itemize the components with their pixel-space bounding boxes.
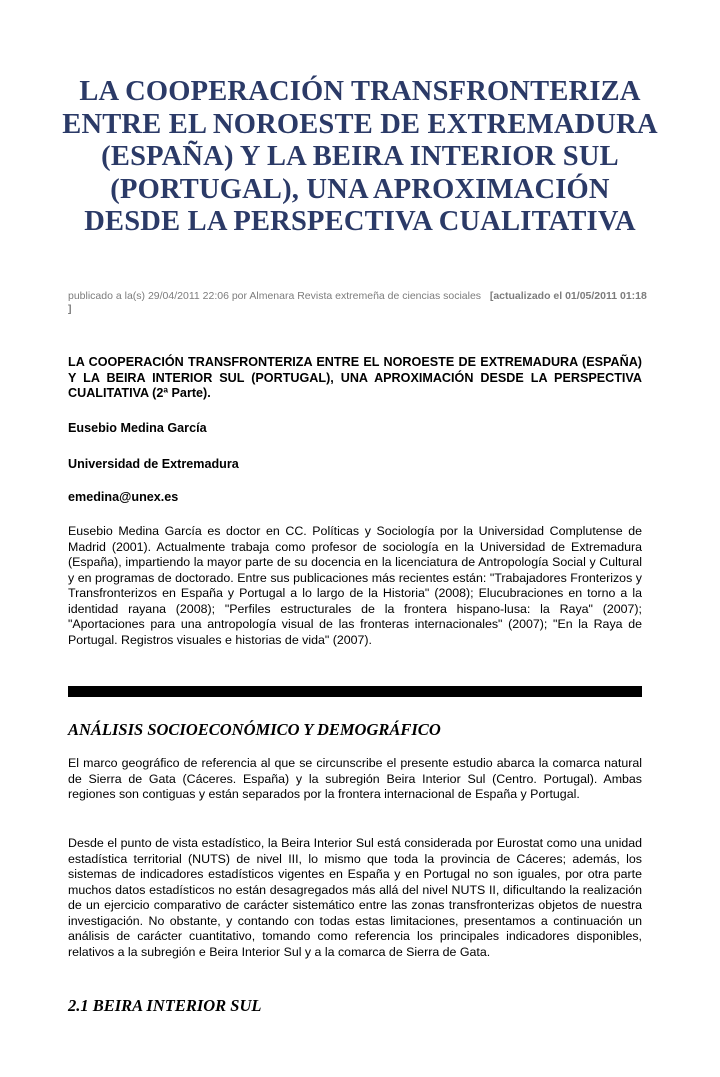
page-title: LA COOPERACIÓN TRANSFRONTERIZA ENTRE EL NOROESTE DE EXTREMADURA (ESPAÑA) Y LA BEIRA INTERIOR SUL (PORTUGAL), UNA APROXIMACIÓN DESDE LA PERSPECTIVA CUALITATIVA [62, 76, 658, 237]
updated-info: [actualizado el 01/05/2011 01:18 ] [68, 290, 647, 315]
section-heading-beira-interior-sul: 2.1 BEIRA INTERIOR SUL [68, 996, 262, 1015]
author-email: emedina@unex.es [68, 490, 179, 504]
published-info: publicado a la(s) 29/04/2011 22:06 por Almenara Revista extremeña de ciencias sociales [68, 290, 482, 302]
post-meta [68, 290, 648, 316]
article-subtitle: LA COOPERACIÓN TRANSFRONTERIZA ENTRE EL NOROESTE DE EXTREMADURA (ESPAÑA) Y LA BEIRA INTERIOR SUL (PORTUGAL), UNA APROXIMACIÓN DESDE LA PERSPECTIVA CUALITATIVA (2ª Parte). [68, 355, 642, 400]
paragraph: Desde el punto de vista estadístico, la Beira Interior Sul está considerada por Eurostat como una unidad estadística territorial (NUTS) de nivel III, lo mismo que toda la provincia de Cáceres; además, los sistemas de indicadores estadísticos vigentes en España y en Portugal no son iguales, por otra parte muchos datos estadísticos no están desagregados más allá del nivel NUTS II, dificultando la realización de un ejercicio comparativo de carácter sistemático entre las zonas transfronterizas objetos de nuestra investigación. No obstante, y contando con todas estas limitaciones, presentamos a continuación un análisis de carácter cuantitativo, tomando como referencia los principales indicadores disponibles, relativos a la subregión e Beira Interior Sul y a la comarca de Sierra de Gata. [68, 836, 642, 959]
section-heading-analisis: ANÁLISIS SOCIOECONÓMICO Y DEMOGRÁFICO [68, 720, 441, 739]
author-name: Eusebio Medina García [68, 421, 207, 435]
author-affiliation: Universidad de Extremadura [68, 457, 239, 471]
author-bio: Eusebio Medina García es doctor en CC. Políticas y Sociología por la Universidad Complutense de Madrid (2001). Actualmente trabaja como profesor de sociología en la Universidad de Extremadura (España), impartiendo la mayor parte de su docencia en la licenciatura de Antropología Social y Cultural y en programas de doctorado. Entre sus publicaciones más recientes están: "Trabajadores Fronterizos y Transfronterizos en España y Portugal a lo largo de la Historia" (2008); Elucubraciones en torno a la identidad rayana (2008); "Perfiles estructurales de la frontera hispano-lusa: la Raya" (2007); "Aportaciones para una antropología visual de las fronteras internacionales" (2007); "En la Raya de Portugal. Registros visuales e historias de vida" (2007). [68, 524, 642, 647]
section-divider [68, 686, 642, 697]
paragraph: El marco geográfico de referencia al que se circunscribe el presente estudio abarca la comarca natural de Sierra de Gata (Cáceres. España) y la subregión Beira Interior Sul (Centro. Portugal). Ambas regiones son contiguas y están separados por la frontera internacional de España y Portugal. [68, 756, 642, 801]
